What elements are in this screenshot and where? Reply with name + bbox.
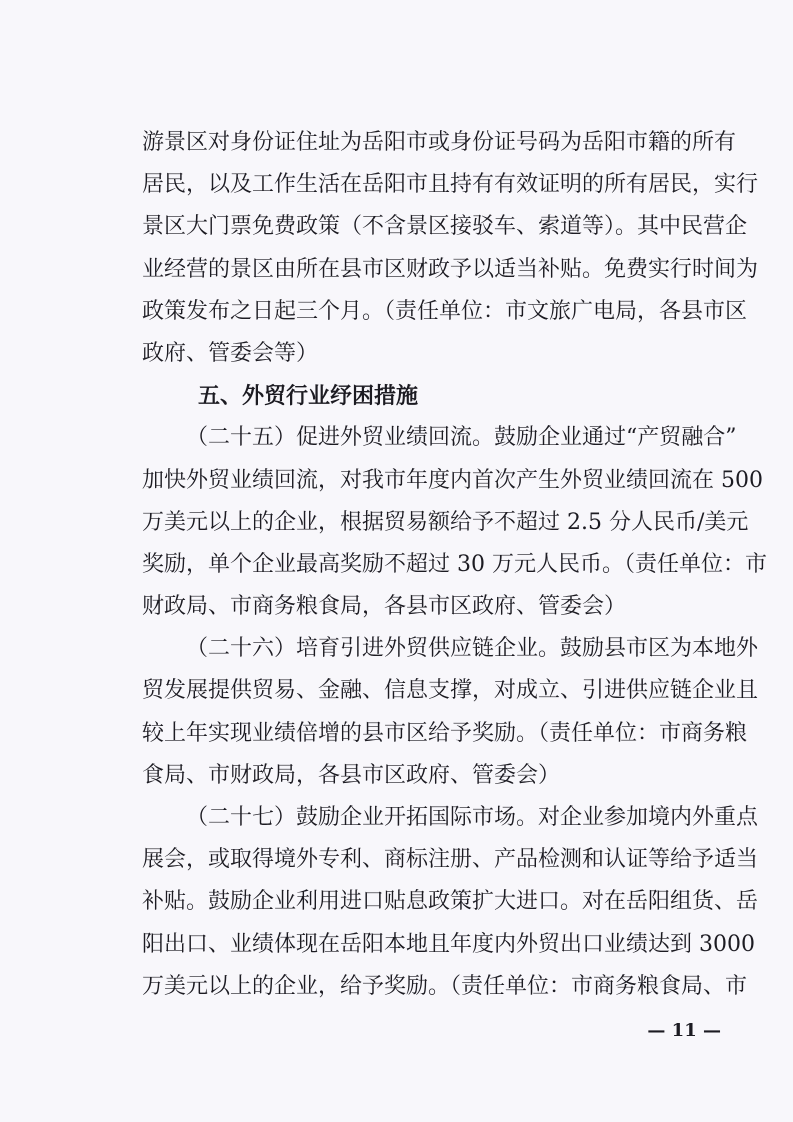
text-line: 政府、管委会等） xyxy=(142,340,319,366)
page-number: — 11 — xyxy=(647,1020,721,1041)
text-line: 财政局、市商务粮食局，各县市区政府、管委会） xyxy=(142,594,627,620)
text-line: 奖励，单个企业最高奖励不超过 30 万元人民币。（责任单位：市 xyxy=(142,551,767,577)
text-line: 景区大门票免费政策（不含景区接驳车、索道等）。其中民营企 xyxy=(142,214,748,240)
document-body xyxy=(142,122,767,1008)
section-heading: 五、外贸行业纾困措施 xyxy=(198,383,419,410)
text-line: 居民，以及工作生活在岳阳市且持有有效证明的所有居民，实行 xyxy=(142,172,759,198)
text-line: （二十五）促进外贸业绩回流。鼓励企业通过“产贸融合” xyxy=(186,425,737,451)
text-line: 补贴。鼓励企业利用进口贴息政策扩大进口。对在岳阳组货、岳 xyxy=(142,889,759,915)
text-line: 食局、市财政局，各县市区政府、管委会） xyxy=(142,762,561,788)
text-line: 加快外贸业绩回流，对我市年度内首次产生外贸业绩回流在 500 xyxy=(142,467,763,493)
text-line: 展会，或取得境外专利、商标注册、产品检测和认证等给予适当 xyxy=(142,847,759,873)
text-line: 万美元以上的企业，给予奖励。（责任单位：市商务粮食局、市 xyxy=(142,973,748,999)
text-line: 贸发展提供贸易、金融、信息支撑，对成立、引进供应链企业且 xyxy=(142,678,759,704)
text-line: 业经营的景区由所在县市区财政予以适当补贴。免费实行时间为 xyxy=(142,256,759,282)
text-line: 政策发布之日起三个月。（责任单位：市文旅广电局，各县市区 xyxy=(142,298,748,324)
text-line: 阳出口、业绩体现在岳阳本地且年度内外贸出口业绩达到 3000 xyxy=(142,931,755,957)
text-line: 万美元以上的企业，根据贸易额给予不超过 2.5 分人民币/美元 xyxy=(142,509,749,535)
text-line: 较上年实现业绩倍增的县市区给予奖励。（责任单位：市商务粮 xyxy=(142,720,748,746)
text-line: （二十七）鼓励企业开拓国际市场。对企业参加境内外重点 xyxy=(186,805,759,830)
text-line: 游景区对身份证住址为岳阳市或身份证号码为岳阳市籍的所有 xyxy=(142,130,737,155)
text-line: （二十六）培育引进外贸供应链企业。鼓励县市区为本地外 xyxy=(186,636,759,662)
